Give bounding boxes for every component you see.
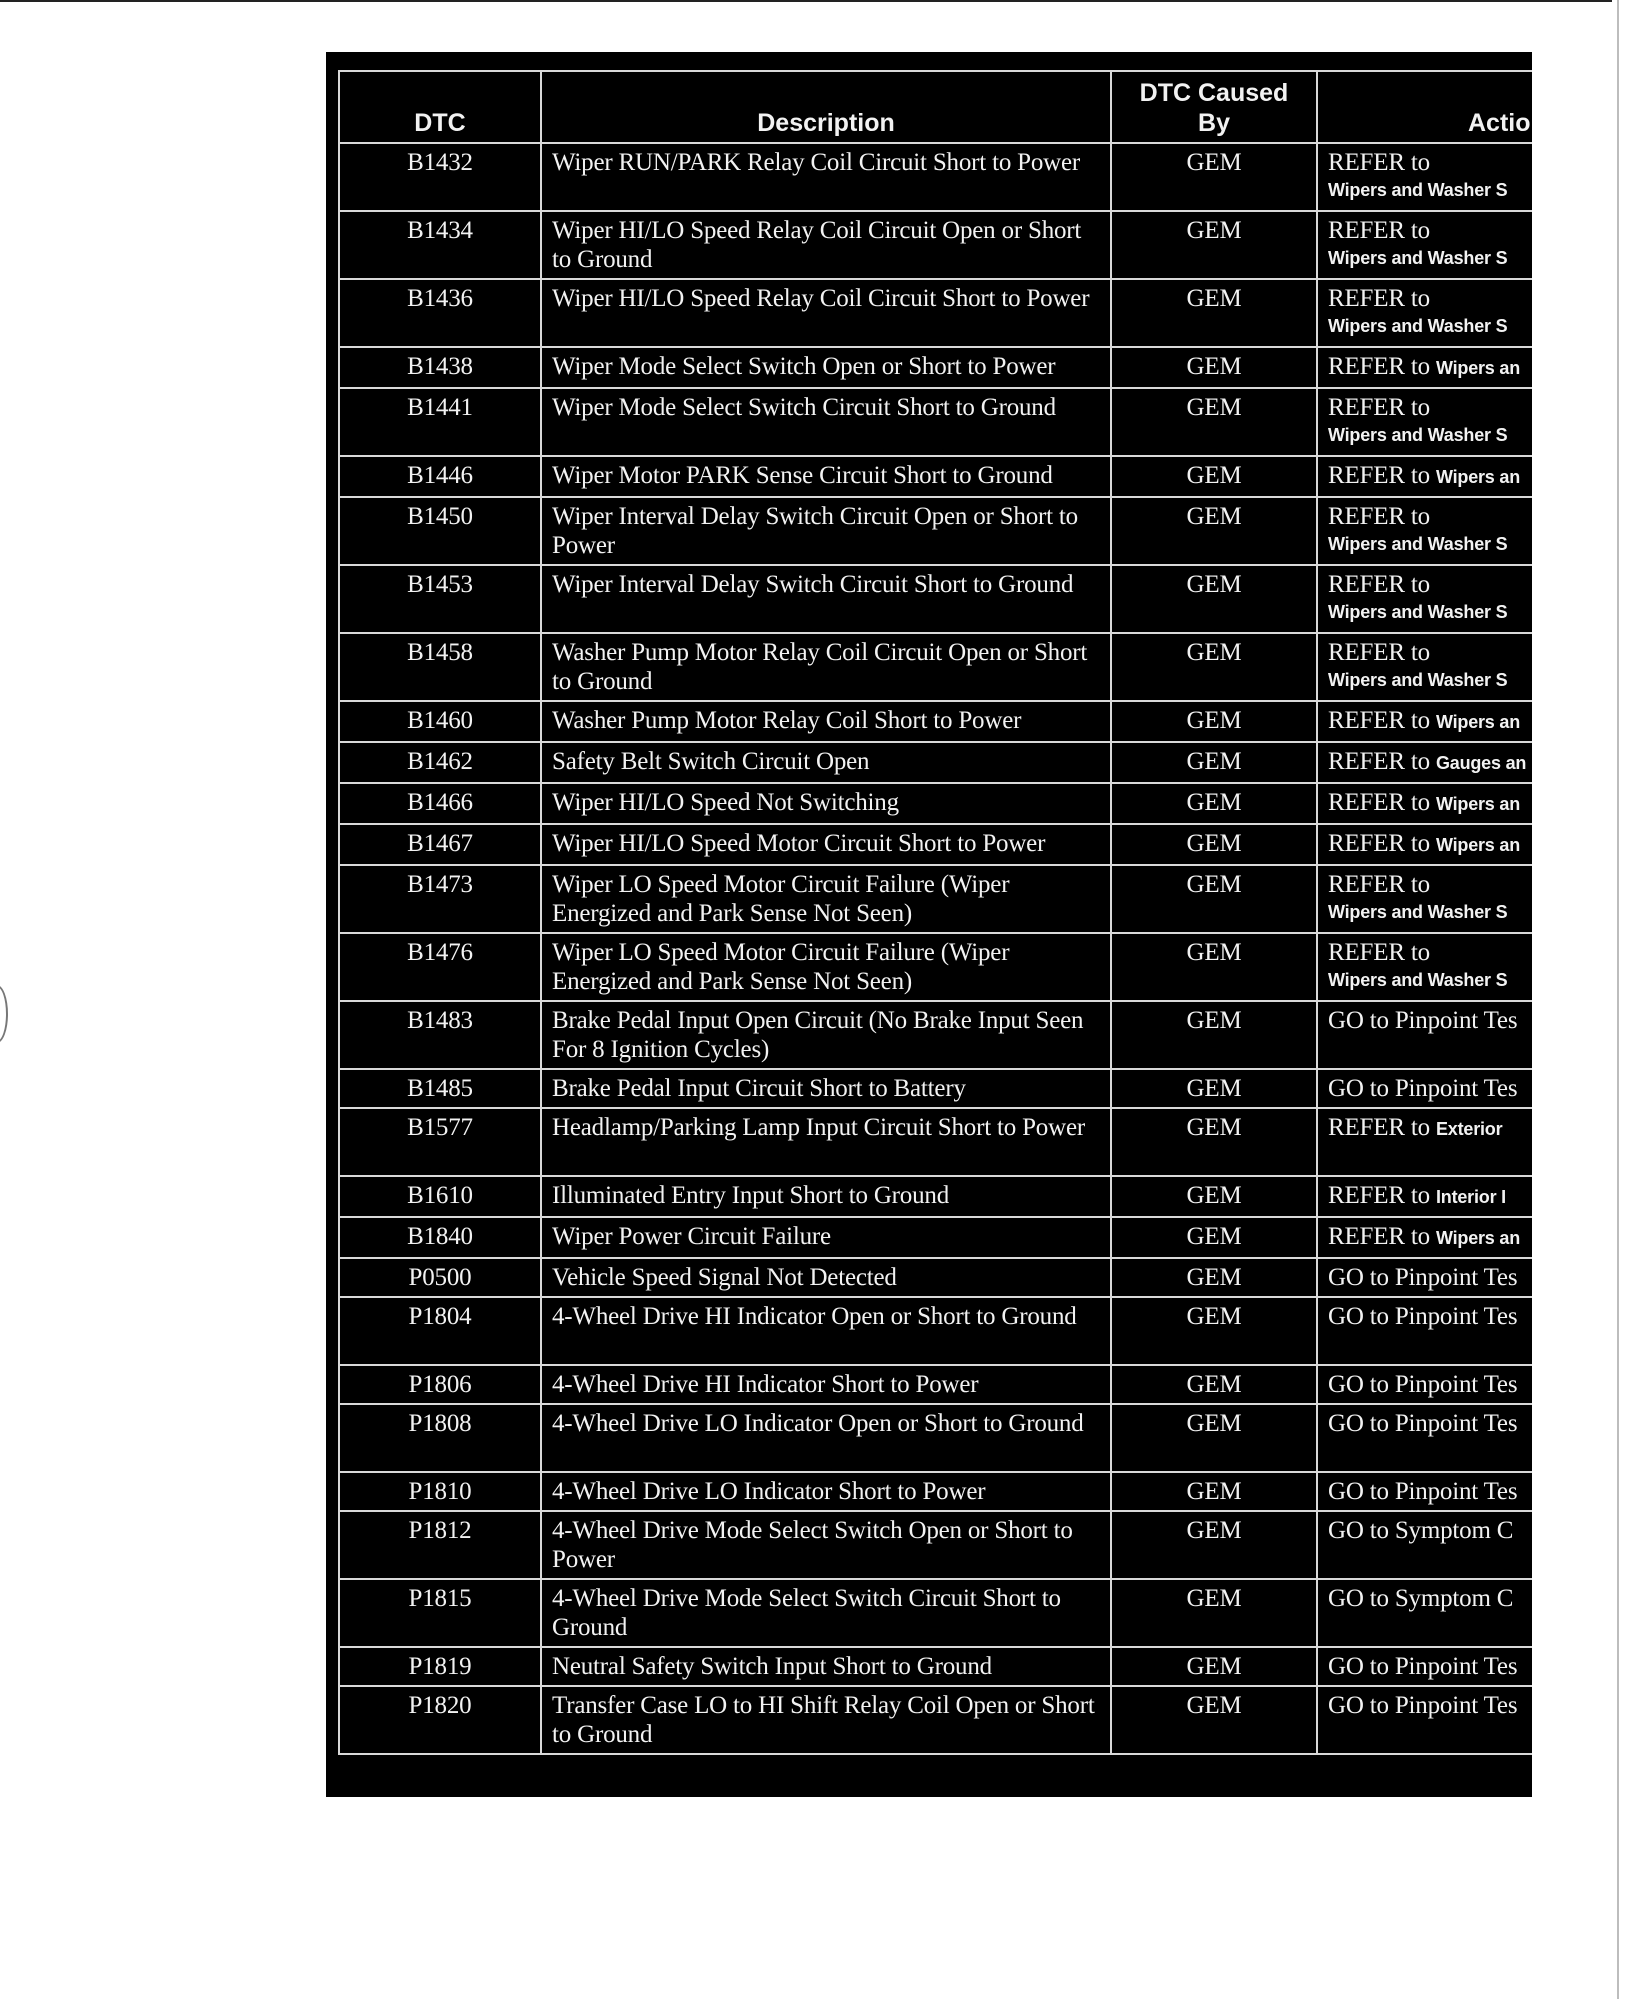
table-row	[339, 1404, 1532, 1472]
action-reference-link[interactable]: Wipers and Washer S	[1328, 534, 1508, 554]
dtc-code-cell: B1438	[339, 347, 541, 388]
action-cell	[1317, 1001, 1532, 1069]
dtc-code-cell: B1485	[339, 1069, 541, 1108]
dtc-code-cell: P0500	[339, 1258, 541, 1297]
action-reference-link[interactable]: Gauges an	[1435, 753, 1527, 773]
dtc-code-cell: B1476	[339, 933, 541, 1001]
action-main-text: REFER to	[1328, 285, 1430, 312]
action-reference-link[interactable]: Exterior	[1435, 1119, 1503, 1139]
caused-by-cell: GEM	[1111, 565, 1317, 633]
action-cell	[1317, 824, 1532, 865]
caused-by-cell: GEM	[1111, 143, 1317, 211]
action-cell	[1317, 742, 1532, 783]
dtc-code-cell: B1432	[339, 143, 541, 211]
caused-by-cell: GEM	[1111, 701, 1317, 742]
dtc-code-cell: P1815	[339, 1579, 541, 1647]
caused-by-cell: GEM	[1111, 347, 1317, 388]
action-reference-link[interactable]: Wipers an	[1435, 794, 1521, 814]
table-row	[339, 1258, 1532, 1297]
table-row	[339, 1001, 1532, 1069]
action-reference-link[interactable]: Wipers and Washer S	[1328, 902, 1508, 922]
caused-by-cell: GEM	[1111, 824, 1317, 865]
action-reference-link[interactable]: Wipers an	[1435, 467, 1521, 487]
description-cell: Wiper Power Circuit Failure	[541, 1217, 1111, 1258]
table-row	[339, 388, 1532, 456]
action-cell	[1317, 1686, 1532, 1754]
description-cell: Headlamp/Parking Lamp Input Circuit Short to Power	[541, 1108, 1111, 1176]
description-cell: Wiper HI/LO Speed Motor Circuit Short to Power	[541, 824, 1111, 865]
caused-by-cell: GEM	[1111, 1686, 1317, 1754]
action-reference-link[interactable]: Wipers and Washer S	[1328, 316, 1508, 336]
caused-by-cell: GEM	[1111, 1258, 1317, 1297]
dtc-code-cell: B1473	[339, 865, 541, 933]
description-cell: Wiper Mode Select Switch Open or Short to Power	[541, 347, 1111, 388]
dtc-code-cell: B1453	[339, 565, 541, 633]
description-cell: Wiper HI/LO Speed Relay Coil Circuit Open or Short to Ground	[541, 211, 1111, 279]
action-reference-link[interactable]: Wipers and Washer S	[1328, 602, 1508, 622]
action-cell	[1317, 1647, 1532, 1686]
action-cell	[1317, 1108, 1532, 1176]
action-reference-link[interactable]: Wipers an	[1435, 358, 1521, 378]
action-main-text: GO to Symptom C	[1328, 1585, 1514, 1612]
description-cell: Illuminated Entry Input Short to Ground	[541, 1176, 1111, 1217]
action-reference-link[interactable]: Interior I	[1435, 1187, 1506, 1207]
action-main-text: GO to Pinpoint Tes	[1328, 1303, 1518, 1330]
description-cell: Wiper Interval Delay Switch Circuit Open or Short to Power	[541, 497, 1111, 565]
dtc-table	[338, 70, 1532, 1755]
action-main-text: REFER to	[1328, 462, 1430, 489]
description-cell: 4-Wheel Drive LO Indicator Open or Short to Ground	[541, 1404, 1111, 1472]
table-row	[339, 347, 1532, 388]
caused-by-cell: GEM	[1111, 1579, 1317, 1647]
dtc-code-cell: P1804	[339, 1297, 541, 1365]
dtc-code-cell: B1577	[339, 1108, 541, 1176]
header-description: Description	[541, 71, 1111, 143]
action-main-text: REFER to	[1328, 149, 1430, 176]
table-row	[339, 701, 1532, 742]
action-reference-link[interactable]: Wipers and Washer S	[1328, 670, 1508, 690]
action-reference-link[interactable]: Wipers and Washer S	[1328, 425, 1508, 445]
description-cell: Wiper Motor PARK Sense Circuit Short to Ground	[541, 456, 1111, 497]
description-cell: 4-Wheel Drive Mode Select Switch Circuit Short to Ground	[541, 1579, 1111, 1647]
table-row	[339, 1472, 1532, 1511]
description-cell: Neutral Safety Switch Input Short to Ground	[541, 1647, 1111, 1686]
action-main-text: REFER to	[1328, 748, 1430, 775]
dtc-document-frame	[326, 52, 1532, 1797]
action-cell	[1317, 633, 1532, 701]
caused-by-cell: GEM	[1111, 1176, 1317, 1217]
description-cell: 4-Wheel Drive Mode Select Switch Open or Short to Power	[541, 1511, 1111, 1579]
caused-by-cell: GEM	[1111, 211, 1317, 279]
table-row	[339, 279, 1532, 347]
dtc-code-cell: B1446	[339, 456, 541, 497]
action-cell	[1317, 456, 1532, 497]
action-main-text: GO to Pinpoint Tes	[1328, 1371, 1518, 1398]
caused-by-cell: GEM	[1111, 456, 1317, 497]
action-main-text: REFER to	[1328, 939, 1430, 966]
action-main-text: GO to Pinpoint Tes	[1328, 1692, 1518, 1719]
header-caused-by-line1: DTC Caused	[1139, 79, 1289, 107]
dtc-code-cell: B1466	[339, 783, 541, 824]
action-cell	[1317, 388, 1532, 456]
action-cell	[1317, 211, 1532, 279]
dtc-code-cell: B1436	[339, 279, 541, 347]
caused-by-cell: GEM	[1111, 1001, 1317, 1069]
action-main-text: REFER to	[1328, 871, 1430, 898]
caused-by-cell: GEM	[1111, 388, 1317, 456]
table-row	[339, 497, 1532, 565]
table-row	[339, 933, 1532, 1001]
action-cell	[1317, 1579, 1532, 1647]
dtc-code-cell: P1819	[339, 1647, 541, 1686]
description-cell: Brake Pedal Input Circuit Short to Battery	[541, 1069, 1111, 1108]
dtc-code-cell: B1434	[339, 211, 541, 279]
action-reference-link[interactable]: Wipers and Washer S	[1328, 970, 1508, 990]
description-cell: Washer Pump Motor Relay Coil Circuit Open or Short to Ground	[541, 633, 1111, 701]
action-cell	[1317, 143, 1532, 211]
dtc-code-cell: B1462	[339, 742, 541, 783]
action-cell	[1317, 1069, 1532, 1108]
action-main-text: GO to Pinpoint Tes	[1328, 1410, 1518, 1437]
table-row	[339, 211, 1532, 279]
description-cell: Safety Belt Switch Circuit Open	[541, 742, 1111, 783]
action-main-text: REFER to	[1328, 639, 1430, 666]
description-cell: Vehicle Speed Signal Not Detected	[541, 1258, 1111, 1297]
table-row	[339, 1511, 1532, 1579]
action-cell	[1317, 1258, 1532, 1297]
action-main-text: GO to Pinpoint Tes	[1328, 1007, 1518, 1034]
action-main-text: REFER to	[1328, 217, 1430, 244]
action-cell	[1317, 497, 1532, 565]
action-main-text: REFER to	[1328, 353, 1430, 380]
action-cell	[1317, 701, 1532, 742]
action-cell	[1317, 1365, 1532, 1404]
action-reference-link[interactable]: Wipers an	[1435, 712, 1521, 732]
header-caused-by-line2: By	[1198, 109, 1230, 137]
action-cell	[1317, 933, 1532, 1001]
table-row	[339, 824, 1532, 865]
description-cell: Wiper Mode Select Switch Circuit Short to Ground	[541, 388, 1111, 456]
header-action: Actio	[1317, 71, 1532, 143]
description-cell: Brake Pedal Input Open Circuit (No Brake Input Seen For 8 Ignition Cycles)	[541, 1001, 1111, 1069]
action-main-text: GO to Pinpoint Tes	[1328, 1478, 1518, 1505]
caused-by-cell: GEM	[1111, 1472, 1317, 1511]
top-border-line	[0, 0, 1612, 2]
dtc-code-cell: B1467	[339, 824, 541, 865]
action-main-text: REFER to	[1328, 394, 1430, 421]
description-cell: Washer Pump Motor Relay Coil Short to Power	[541, 701, 1111, 742]
action-cell	[1317, 565, 1532, 633]
action-main-text: REFER to	[1328, 707, 1430, 734]
right-border-line	[1617, 0, 1619, 1999]
action-main-text: REFER to	[1328, 1114, 1430, 1141]
dtc-code-cell: B1840	[339, 1217, 541, 1258]
action-main-text: GO to Pinpoint Tes	[1328, 1653, 1518, 1680]
caused-by-cell: GEM	[1111, 1069, 1317, 1108]
description-cell: Wiper RUN/PARK Relay Coil Circuit Short to Power	[541, 143, 1111, 211]
caused-by-cell: GEM	[1111, 1108, 1317, 1176]
action-main-text: REFER to	[1328, 503, 1430, 530]
table-row	[339, 565, 1532, 633]
caused-by-cell: GEM	[1111, 1297, 1317, 1365]
caused-by-cell: GEM	[1111, 497, 1317, 565]
dtc-code-cell: B1610	[339, 1176, 541, 1217]
caused-by-cell: GEM	[1111, 933, 1317, 1001]
table-row	[339, 865, 1532, 933]
dtc-code-cell: B1483	[339, 1001, 541, 1069]
action-reference-link[interactable]: Wipers an	[1435, 1228, 1521, 1248]
table-row	[339, 143, 1532, 211]
caused-by-cell: GEM	[1111, 865, 1317, 933]
margin-mark	[0, 985, 8, 1043]
table-row	[339, 1217, 1532, 1258]
dtc-code-cell: B1450	[339, 497, 541, 565]
description-cell: Wiper LO Speed Motor Circuit Failure (Wiper Energized and Park Sense Not Seen)	[541, 865, 1111, 933]
table-header-row	[339, 71, 1532, 143]
action-cell	[1317, 1404, 1532, 1472]
action-cell	[1317, 1217, 1532, 1258]
caused-by-cell: GEM	[1111, 1404, 1317, 1472]
caused-by-cell: GEM	[1111, 279, 1317, 347]
action-reference-link[interactable]: Wipers and Washer S	[1328, 248, 1508, 268]
dtc-table-body	[339, 143, 1532, 1754]
description-cell: Wiper HI/LO Speed Relay Coil Circuit Short to Power	[541, 279, 1111, 347]
header-dtc: DTC	[339, 71, 541, 143]
table-row	[339, 1686, 1532, 1754]
dtc-code-cell: P1820	[339, 1686, 541, 1754]
action-cell	[1317, 1297, 1532, 1365]
caused-by-cell: GEM	[1111, 1511, 1317, 1579]
caused-by-cell: GEM	[1111, 1647, 1317, 1686]
header-caused-by	[1111, 71, 1317, 143]
dtc-code-cell: B1458	[339, 633, 541, 701]
action-cell	[1317, 347, 1532, 388]
table-row	[339, 1176, 1532, 1217]
action-main-text: GO to Symptom C	[1328, 1517, 1514, 1544]
table-row	[339, 783, 1532, 824]
description-cell: 4-Wheel Drive HI Indicator Open or Short to Ground	[541, 1297, 1111, 1365]
dtc-code-cell: B1441	[339, 388, 541, 456]
action-cell	[1317, 783, 1532, 824]
action-main-text: REFER to	[1328, 1223, 1430, 1250]
caused-by-cell: GEM	[1111, 633, 1317, 701]
table-row	[339, 456, 1532, 497]
action-reference-link[interactable]: Wipers and Washer S	[1328, 180, 1508, 200]
action-cell	[1317, 1176, 1532, 1217]
action-cell	[1317, 865, 1532, 933]
action-main-text: GO to Pinpoint Tes	[1328, 1264, 1518, 1291]
table-row	[339, 1108, 1532, 1176]
caused-by-cell: GEM	[1111, 742, 1317, 783]
dtc-code-cell: P1812	[339, 1511, 541, 1579]
description-cell: Wiper LO Speed Motor Circuit Failure (Wiper Energized and Park Sense Not Seen)	[541, 933, 1111, 1001]
description-cell: 4-Wheel Drive LO Indicator Short to Power	[541, 1472, 1111, 1511]
description-cell: 4-Wheel Drive HI Indicator Short to Power	[541, 1365, 1111, 1404]
table-row	[339, 1365, 1532, 1404]
table-row	[339, 742, 1532, 783]
caused-by-cell: GEM	[1111, 783, 1317, 824]
action-cell	[1317, 1511, 1532, 1579]
caused-by-cell: GEM	[1111, 1217, 1317, 1258]
action-main-text: REFER to	[1328, 571, 1430, 598]
table-row	[339, 1069, 1532, 1108]
caused-by-cell: GEM	[1111, 1365, 1317, 1404]
action-cell	[1317, 1472, 1532, 1511]
table-row	[339, 633, 1532, 701]
table-row	[339, 1647, 1532, 1686]
action-main-text: GO to Pinpoint Tes	[1328, 1075, 1518, 1102]
table-row	[339, 1579, 1532, 1647]
dtc-code-cell: B1460	[339, 701, 541, 742]
description-cell: Wiper Interval Delay Switch Circuit Short to Ground	[541, 565, 1111, 633]
description-cell: Wiper HI/LO Speed Not Switching	[541, 783, 1111, 824]
action-main-text: REFER to	[1328, 1182, 1430, 1209]
table-row	[339, 1297, 1532, 1365]
dtc-code-cell: P1806	[339, 1365, 541, 1404]
action-cell	[1317, 279, 1532, 347]
dtc-code-cell: P1810	[339, 1472, 541, 1511]
dtc-code-cell: P1808	[339, 1404, 541, 1472]
action-main-text: REFER to	[1328, 830, 1430, 857]
description-cell: Transfer Case LO to HI Shift Relay Coil Open or Short to Ground	[541, 1686, 1111, 1754]
action-reference-link[interactable]: Wipers an	[1435, 835, 1521, 855]
action-main-text: REFER to	[1328, 789, 1430, 816]
